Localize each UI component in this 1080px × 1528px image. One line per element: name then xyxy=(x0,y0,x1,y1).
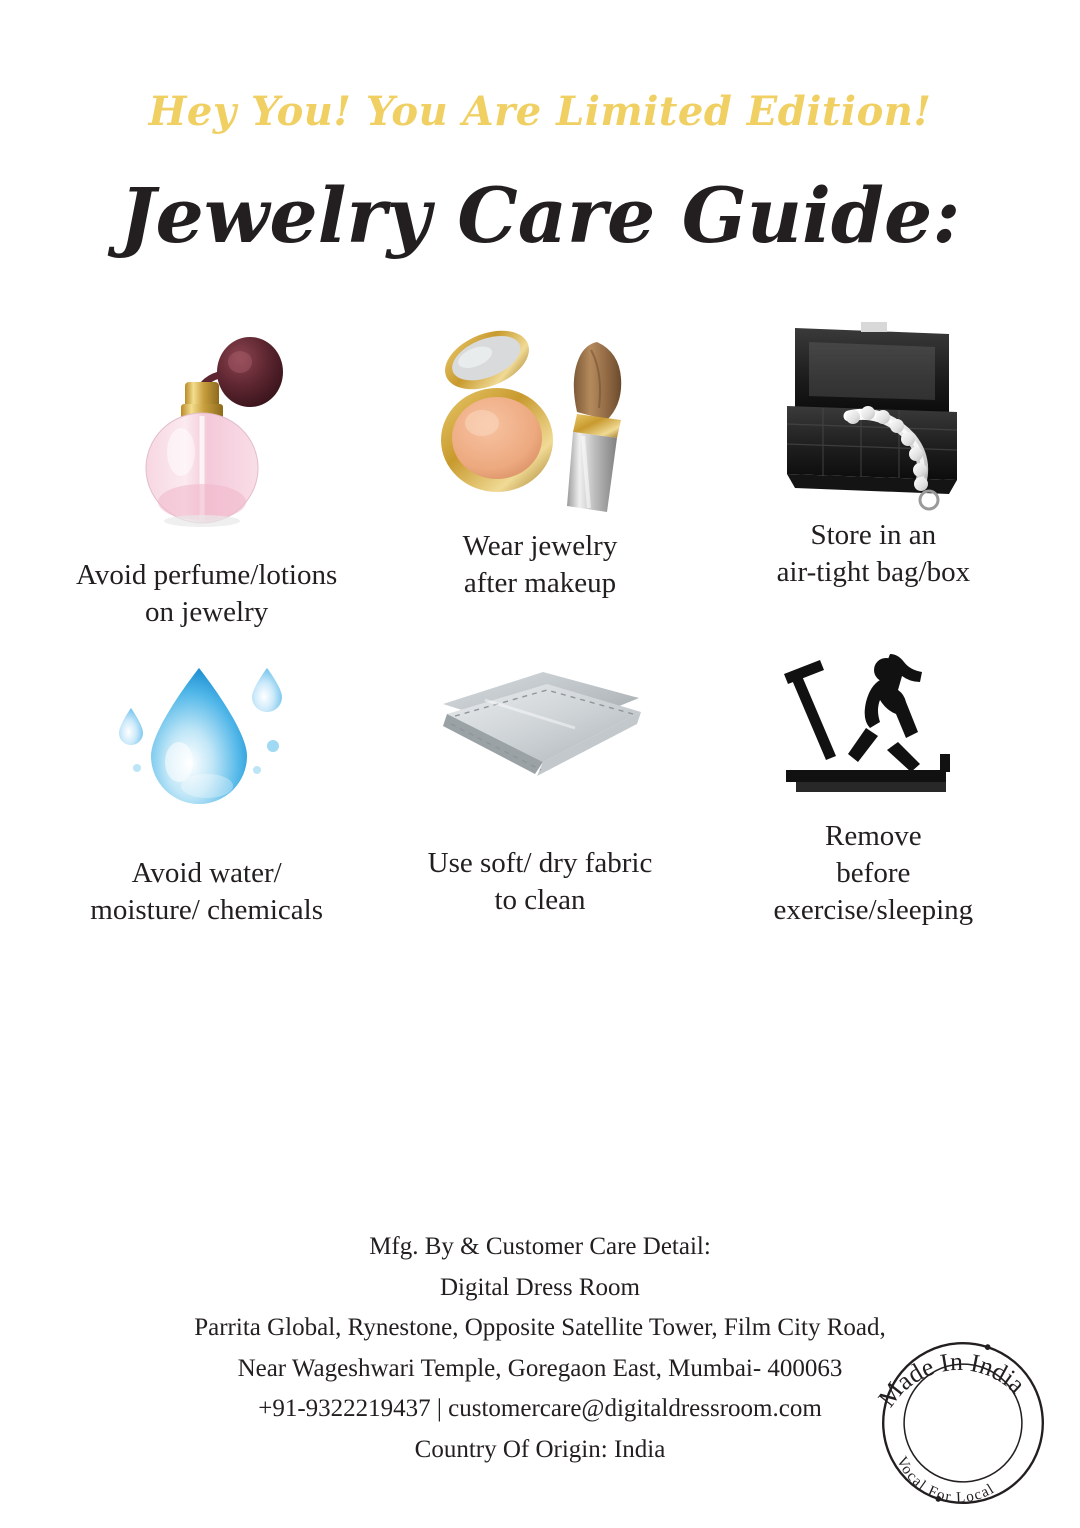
footer-line-address2: Near Wageshwari Temple, Goregaon East, Mumbai- 400063 xyxy=(237,1354,843,1382)
tip-avoid-water xyxy=(40,650,373,980)
tips-grid xyxy=(0,320,1080,980)
tip-caption-line2: to clean xyxy=(494,884,586,917)
tip-soft-dry-fabric xyxy=(373,650,706,980)
tip-caption-line1: Store in an xyxy=(810,519,937,551)
tagline: Hey You! You Are Limited Edition! xyxy=(148,88,932,135)
tip-caption xyxy=(418,845,663,919)
tip-caption xyxy=(767,517,981,591)
tip-caption xyxy=(453,528,628,602)
tip-caption-line1: Avoid perfume/lotions xyxy=(76,559,338,591)
tip-wear-after-makeup xyxy=(373,320,706,650)
tip-caption xyxy=(66,557,347,631)
tip-caption-line3: exercise/sleeping xyxy=(773,894,974,927)
page-title: Jewelry Care Guide: xyxy=(119,171,961,260)
tip-caption-line2: air-tight bag/box xyxy=(776,556,971,589)
water-droplet-icon xyxy=(40,650,373,815)
tip-caption-line2: before xyxy=(836,857,911,890)
tip-caption-line2: moisture/ chemicals xyxy=(90,894,324,927)
jewelry-box-icon xyxy=(707,320,1040,515)
tip-caption-line1: Remove xyxy=(825,820,922,852)
tip-caption-line2: on jewelry xyxy=(145,596,269,629)
makeup-compact-brush-icon xyxy=(373,320,706,520)
stamp-top-text: Made In India xyxy=(872,1346,1032,1413)
tip-caption xyxy=(763,818,983,929)
treadmill-runner-icon xyxy=(707,650,1040,800)
perfume-bottle-icon xyxy=(40,320,373,535)
made-in-india-stamp xyxy=(868,1328,1058,1518)
tip-remove-before-exercise xyxy=(707,650,1040,980)
cleaning-cloth-icon xyxy=(373,650,706,815)
tip-caption-line1: Avoid water/ xyxy=(131,857,282,889)
tip-caption xyxy=(80,855,333,929)
care-guide-page xyxy=(0,88,1080,1528)
stamp-bottom-text: Vocal For Local xyxy=(893,1453,998,1507)
tip-caption-line2: after makeup xyxy=(463,567,617,600)
footer-line-contact: +91-9322219437 | customercare@digitaldressroom.com xyxy=(258,1395,822,1422)
tip-caption-line1: Wear jewelry xyxy=(462,530,618,562)
footer-line-origin: Country Of Origin: India xyxy=(414,1435,666,1463)
footer-line-company: Digital Dress Room xyxy=(440,1273,640,1301)
footer-line-mfg: Mfg. By & Customer Care Detail: xyxy=(369,1233,711,1260)
tip-caption-line1: Use soft/ dry fabric xyxy=(427,847,653,879)
svg-text:Made In India xyxy=(869,1328,1035,1449)
tip-store-airtight xyxy=(707,320,1040,650)
svg-text:Vocal For Local xyxy=(885,1450,1001,1518)
tip-avoid-perfume xyxy=(40,320,373,650)
footer-line-address1: Parrita Global, Rynestone, Opposite Satellite Tower, Film City Road, xyxy=(194,1314,886,1341)
